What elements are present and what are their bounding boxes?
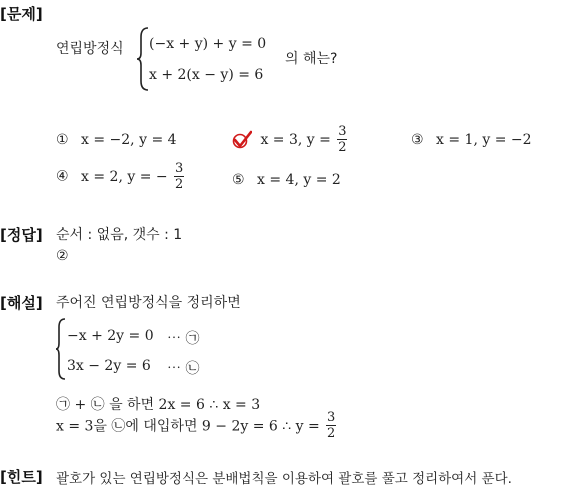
solution-eq1: −x + 2y = 0 [67, 328, 154, 344]
choice-4-num: 3 [174, 161, 184, 176]
system-brace [136, 27, 150, 91]
answer-meta: 순서 : 없음, 갯수 : 1 [56, 227, 183, 243]
choice-3-marker: ③ [411, 132, 424, 148]
solution-step2-fraction [326, 410, 336, 441]
choice-4-fraction [174, 161, 184, 192]
hint-tag: [힌트] [0, 468, 43, 486]
problem-eq2: x + 2(x − y) = 6 [149, 67, 264, 83]
choice-3[interactable] [411, 132, 532, 148]
choice-2-fraction [337, 124, 347, 155]
choice-1[interactable] [56, 132, 177, 148]
choice-4-text: x = 2, y = − [81, 168, 168, 185]
choice-1-marker: ① [56, 132, 69, 148]
hint-text: 괄호가 있는 연립방정식은 분배법칙을 이용하여 괄호를 풀고 정리하여서 푼다. [56, 471, 512, 487]
choice-5[interactable] [232, 172, 341, 188]
problem-eq1: (−x + y) + y = 0 [149, 36, 267, 52]
choice-4-marker: ④ [56, 168, 69, 185]
choice-5-text: x = 4, y = 2 [257, 172, 341, 188]
problem-suffix: 의 해는? [285, 51, 338, 67]
problem-prefix: 연립방정식 [56, 41, 124, 57]
solution-brace [55, 318, 67, 380]
choice-3-text: x = 1, y = −2 [436, 132, 532, 148]
solution-step2-den: 2 [327, 426, 336, 441]
check-icon [232, 130, 252, 150]
solution-step2 [56, 410, 336, 441]
solution-eq2: 3x − 2y = 6 [67, 358, 151, 374]
solution-step2-text: x = 3을 ㉡에 대입하면 9 − 2y = 6 ∴ y = [56, 418, 320, 435]
choice-5-marker: ⑤ [232, 172, 245, 188]
answer-value: ② [56, 248, 69, 264]
solution-eq1-ref: ⋯ ㉠ [167, 331, 200, 347]
choice-4-den: 2 [174, 177, 184, 192]
choice-4[interactable] [56, 161, 184, 192]
solution-step2-num: 3 [327, 410, 336, 425]
solution-step1: ㉠ + ㉡ 을 하면 2x = 6 ∴ x = 3 [56, 397, 261, 413]
answer-tag: [정답] [0, 226, 43, 244]
solution-tag: [해설] [0, 294, 43, 312]
solution-eq2-ref: ⋯ ㉡ [167, 361, 200, 377]
choice-2-text: x = 3, y = [260, 131, 331, 148]
problem-tag: [문제] [0, 5, 43, 23]
choice-2[interactable] [232, 124, 347, 155]
choice-1-text: x = −2, y = 4 [81, 132, 177, 148]
choice-2-num: 3 [338, 124, 347, 139]
choice-2-den: 2 [338, 140, 347, 155]
solution-intro: 주어진 연립방정식을 정리하면 [56, 295, 241, 311]
